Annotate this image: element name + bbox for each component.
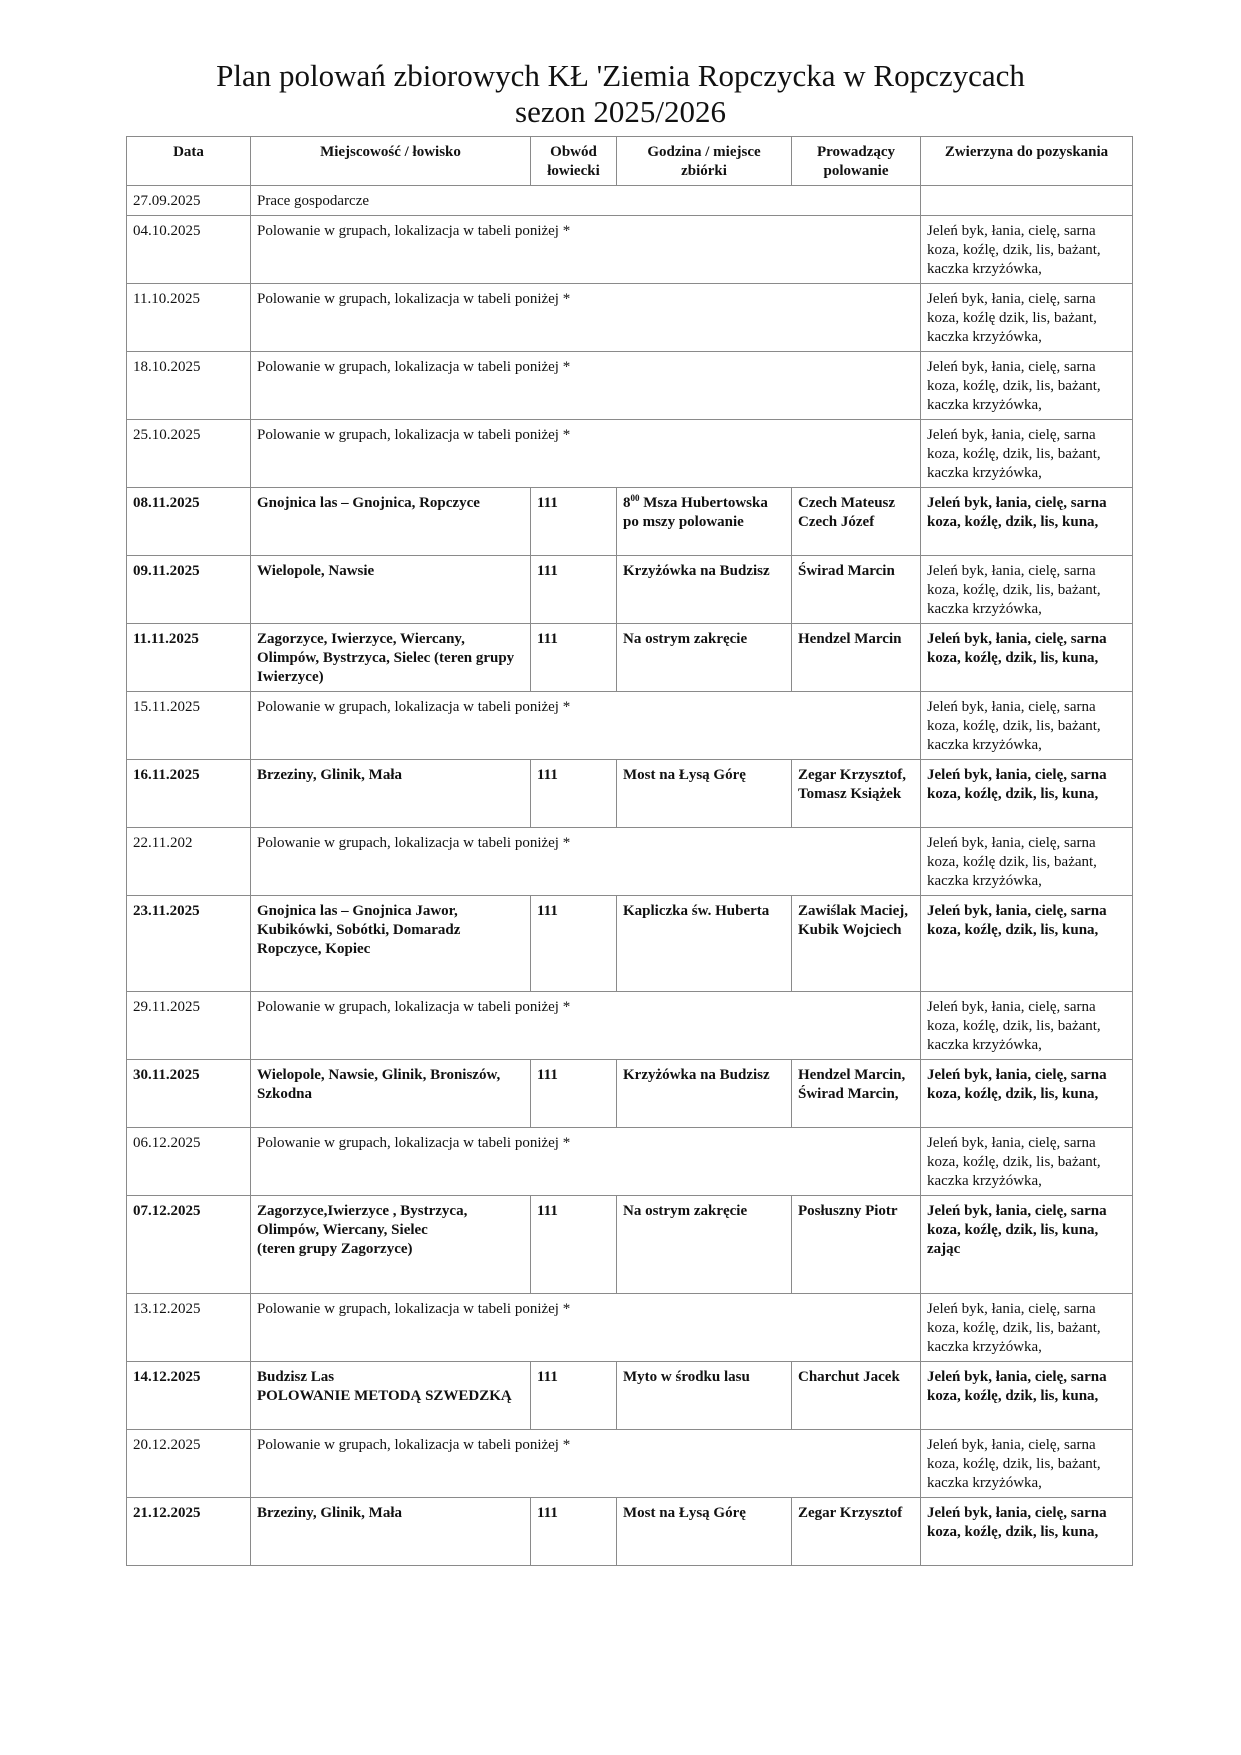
cell-leader: Zegar Krzysztof, Tomasz Książek <box>792 760 921 828</box>
cell-game: Jeleń byk, łania, cielę, sarna koza, koźlę, dzik, lis, bażant, kaczka krzyżówka, <box>921 1128 1133 1196</box>
cell-game: Jeleń byk, łania, cielę, sarna koza, koźlę, dzik, lis, kuna, <box>921 1498 1133 1566</box>
cell-leader: Zawiślak Maciej, Kubik Wojciech <box>792 896 921 992</box>
cell-place: Polowanie w grupach, lokalizacja w tabeli poniżej * <box>251 1128 921 1196</box>
table-row <box>127 1128 1133 1196</box>
cell-area: 111 <box>531 1362 617 1430</box>
cell-place: Polowanie w grupach, lokalizacja w tabeli poniżej * <box>251 284 921 352</box>
cell-game: Jeleń byk, łania, cielę, sarna koza, koźlę, dzik, lis, bażant, kaczka krzyżówka, <box>921 1294 1133 1362</box>
cell-area: 111 <box>531 1060 617 1128</box>
table-row <box>127 284 1133 352</box>
table-row <box>127 216 1133 284</box>
table-row <box>127 1294 1133 1362</box>
cell-place: Polowanie w grupach, lokalizacja w tabeli poniżej * <box>251 216 921 284</box>
cell-date: 11.11.2025 <box>127 624 251 692</box>
cell-place: Gnojnica las – Gnojnica, Ropczyce <box>251 488 531 556</box>
title-line-1: Plan polowań zbiorowych KŁ 'Ziemia Ropczycka w Ropczycach <box>216 58 1025 93</box>
cell-time: Na ostrym zakręcie <box>617 624 792 692</box>
header-time: Godzina / miejsce zbiórki <box>617 137 792 186</box>
cell-place: Brzeziny, Glinik, Mała <box>251 1498 531 1566</box>
title-line-2: sezon 2025/2026 <box>515 94 726 129</box>
cell-date: 06.12.2025 <box>127 1128 251 1196</box>
cell-game: Jeleń byk, łania, cielę, sarna koza, koźlę, dzik, lis, kuna, <box>921 488 1133 556</box>
cell-date: 18.10.2025 <box>127 352 251 420</box>
cell-date: 21.12.2025 <box>127 1498 251 1566</box>
cell-time: Krzyżówka na Budzisz <box>617 1060 792 1128</box>
table-header-row <box>127 137 1133 186</box>
cell-game: Jeleń byk, łania, cielę, sarna koza, koźlę, dzik, lis, bażant, kaczka krzyżówka, <box>921 420 1133 488</box>
cell-area: 111 <box>531 556 617 624</box>
header-date: Data <box>127 137 251 186</box>
cell-date: 09.11.2025 <box>127 556 251 624</box>
cell-place: Polowanie w grupach, lokalizacja w tabeli poniżej * <box>251 1294 921 1362</box>
cell-date: 11.10.2025 <box>127 284 251 352</box>
cell-game: Jeleń byk, łania, cielę, sarna koza, koźlę, dzik, lis, kuna, <box>921 896 1133 992</box>
cell-time: Krzyżówka na Budzisz <box>617 556 792 624</box>
cell-area: 111 <box>531 1498 617 1566</box>
cell-leader: Posłuszny Piotr <box>792 1196 921 1294</box>
cell-place: Zagorzyce, Iwierzyce, Wiercany, Olimpów, Bystrzyca, Sielec (teren grupy Iwierzyce) <box>251 624 531 692</box>
table-row <box>127 828 1133 896</box>
table-row <box>127 1060 1133 1128</box>
table-row <box>127 420 1133 488</box>
table-row <box>127 896 1133 992</box>
table-row <box>127 692 1133 760</box>
table-row <box>127 1498 1133 1566</box>
cell-date: 30.11.2025 <box>127 1060 251 1128</box>
cell-game: Jeleń byk, łania, cielę, sarna koza, koźlę, dzik, lis, bażant, kaczka krzyżówka, <box>921 352 1133 420</box>
cell-game: Jeleń byk, łania, cielę, sarna koza, koźlę, dzik, lis, bażant, kaczka krzyżówka, <box>921 992 1133 1060</box>
cell-time: Myto w środku lasu <box>617 1362 792 1430</box>
table-row <box>127 556 1133 624</box>
cell-game: Jeleń byk, łania, cielę, sarna koza, koźlę, dzik, lis, bażant, kaczka krzyżówka, <box>921 692 1133 760</box>
cell-leader: Hendzel Marcin <box>792 624 921 692</box>
cell-date: 23.11.2025 <box>127 896 251 992</box>
cell-date: 27.09.2025 <box>127 186 251 216</box>
table-row <box>127 624 1133 692</box>
cell-place: Polowanie w grupach, lokalizacja w tabeli poniżej * <box>251 352 921 420</box>
cell-date: 25.10.2025 <box>127 420 251 488</box>
table-row <box>127 186 1133 216</box>
cell-date: 07.12.2025 <box>127 1196 251 1294</box>
cell-time: Most na Łysą Górę <box>617 760 792 828</box>
cell-time: Kapliczka św. Huberta <box>617 896 792 992</box>
cell-game: Jeleń byk, łania, cielę, sarna koza, koźlę, dzik, lis, kuna, <box>921 624 1133 692</box>
table-row <box>127 760 1133 828</box>
cell-date: 08.11.2025 <box>127 488 251 556</box>
cell-leader: Zegar Krzysztof <box>792 1498 921 1566</box>
document-title <box>0 58 1241 130</box>
cell-date: 15.11.2025 <box>127 692 251 760</box>
time-minutes: 00 <box>630 493 640 503</box>
cell-place: Prace gospodarcze <box>251 186 921 216</box>
cell-game: Jeleń byk, łania, cielę, sarna koza, koźlę, dzik, lis, kuna, <box>921 760 1133 828</box>
cell-date: 16.11.2025 <box>127 760 251 828</box>
cell-leader: Hendzel Marcin, Świrad Marcin, <box>792 1060 921 1128</box>
cell-date: 20.12.2025 <box>127 1430 251 1498</box>
cell-place: Polowanie w grupach, lokalizacja w tabeli poniżej * <box>251 420 921 488</box>
hunt-schedule-table <box>126 136 1133 1566</box>
cell-game: Jeleń byk, łania, cielę, sarna koza, koźlę, dzik, lis, kuna, <box>921 1362 1133 1430</box>
cell-area: 111 <box>531 760 617 828</box>
cell-game: Jeleń byk, łania, cielę, sarna koza, koźlę, dzik, lis, bażant, kaczka krzyżówka, <box>921 216 1133 284</box>
table-row <box>127 488 1133 556</box>
table-row <box>127 352 1133 420</box>
cell-area: 111 <box>531 1196 617 1294</box>
cell-leader: Świrad Marcin <box>792 556 921 624</box>
cell-place: Budzisz Las POLOWANIE METODĄ SZWEDZKĄ <box>251 1362 531 1430</box>
table-row <box>127 1430 1133 1498</box>
header-place: Miejscowość / łowisko <box>251 137 531 186</box>
cell-place: Wielopole, Nawsie <box>251 556 531 624</box>
cell-game: Jeleń byk, łania, cielę, sarna koza, koźlę, dzik, lis, kuna, zając <box>921 1196 1133 1294</box>
header-leader: Prowadzący polowanie <box>792 137 921 186</box>
cell-game: Jeleń byk, łania, cielę, sarna koza, koźlę dzik, lis, bażant, kaczka krzyżówka, <box>921 284 1133 352</box>
cell-date: 14.12.2025 <box>127 1362 251 1430</box>
header-area: Obwód łowiecki <box>531 137 617 186</box>
cell-place: Polowanie w grupach, lokalizacja w tabeli poniżej * <box>251 992 921 1060</box>
time-text: Msza Hubertowska po mszy polowanie <box>623 495 768 530</box>
header-game: Zwierzyna do pozyskania <box>921 137 1133 186</box>
cell-area: 111 <box>531 488 617 556</box>
cell-date: 04.10.2025 <box>127 216 251 284</box>
cell-game <box>921 186 1133 216</box>
cell-place: Zagorzyce,Iwierzyce , Bystrzyca, Olimpów, Wiercany, Sielec (teren grupy Zagorzyce) <box>251 1196 531 1294</box>
cell-place: Gnojnica las – Gnojnica Jawor, Kubikówki, Sobótki, Domaradz Ropczyce, Kopiec <box>251 896 531 992</box>
cell-time: Most na Łysą Górę <box>617 1498 792 1566</box>
cell-place: Brzeziny, Glinik, Mała <box>251 760 531 828</box>
cell-place: Polowanie w grupach, lokalizacja w tabeli poniżej * <box>251 828 921 896</box>
table-row <box>127 1362 1133 1430</box>
cell-date: 13.12.2025 <box>127 1294 251 1362</box>
cell-area: 111 <box>531 896 617 992</box>
cell-area: 111 <box>531 624 617 692</box>
time-hour: 8 <box>623 495 631 511</box>
cell-game: Jeleń byk, łania, cielę, sarna koza, koźlę, dzik, lis, bażant, kaczka krzyżówka, <box>921 556 1133 624</box>
cell-leader: Czech Mateusz Czech Józef <box>792 488 921 556</box>
table-row <box>127 992 1133 1060</box>
cell-time <box>617 488 792 556</box>
cell-place: Polowanie w grupach, lokalizacja w tabeli poniżej * <box>251 692 921 760</box>
cell-game: Jeleń byk, łania, cielę, sarna koza, koźlę, dzik, lis, bażant, kaczka krzyżówka, <box>921 1430 1133 1498</box>
cell-game: Jeleń byk, łania, cielę, sarna koza, koźlę, dzik, lis, kuna, <box>921 1060 1133 1128</box>
cell-leader: Charchut Jacek <box>792 1362 921 1430</box>
cell-game: Jeleń byk, łania, cielę, sarna koza, koźlę dzik, lis, bażant, kaczka krzyżówka, <box>921 828 1133 896</box>
cell-date: 22.11.202 <box>127 828 251 896</box>
cell-place: Polowanie w grupach, lokalizacja w tabeli poniżej * <box>251 1430 921 1498</box>
cell-place: Wielopole, Nawsie, Glinik, Broniszów, Szkodna <box>251 1060 531 1128</box>
cell-date: 29.11.2025 <box>127 992 251 1060</box>
cell-time: Na ostrym zakręcie <box>617 1196 792 1294</box>
table-row <box>127 1196 1133 1294</box>
